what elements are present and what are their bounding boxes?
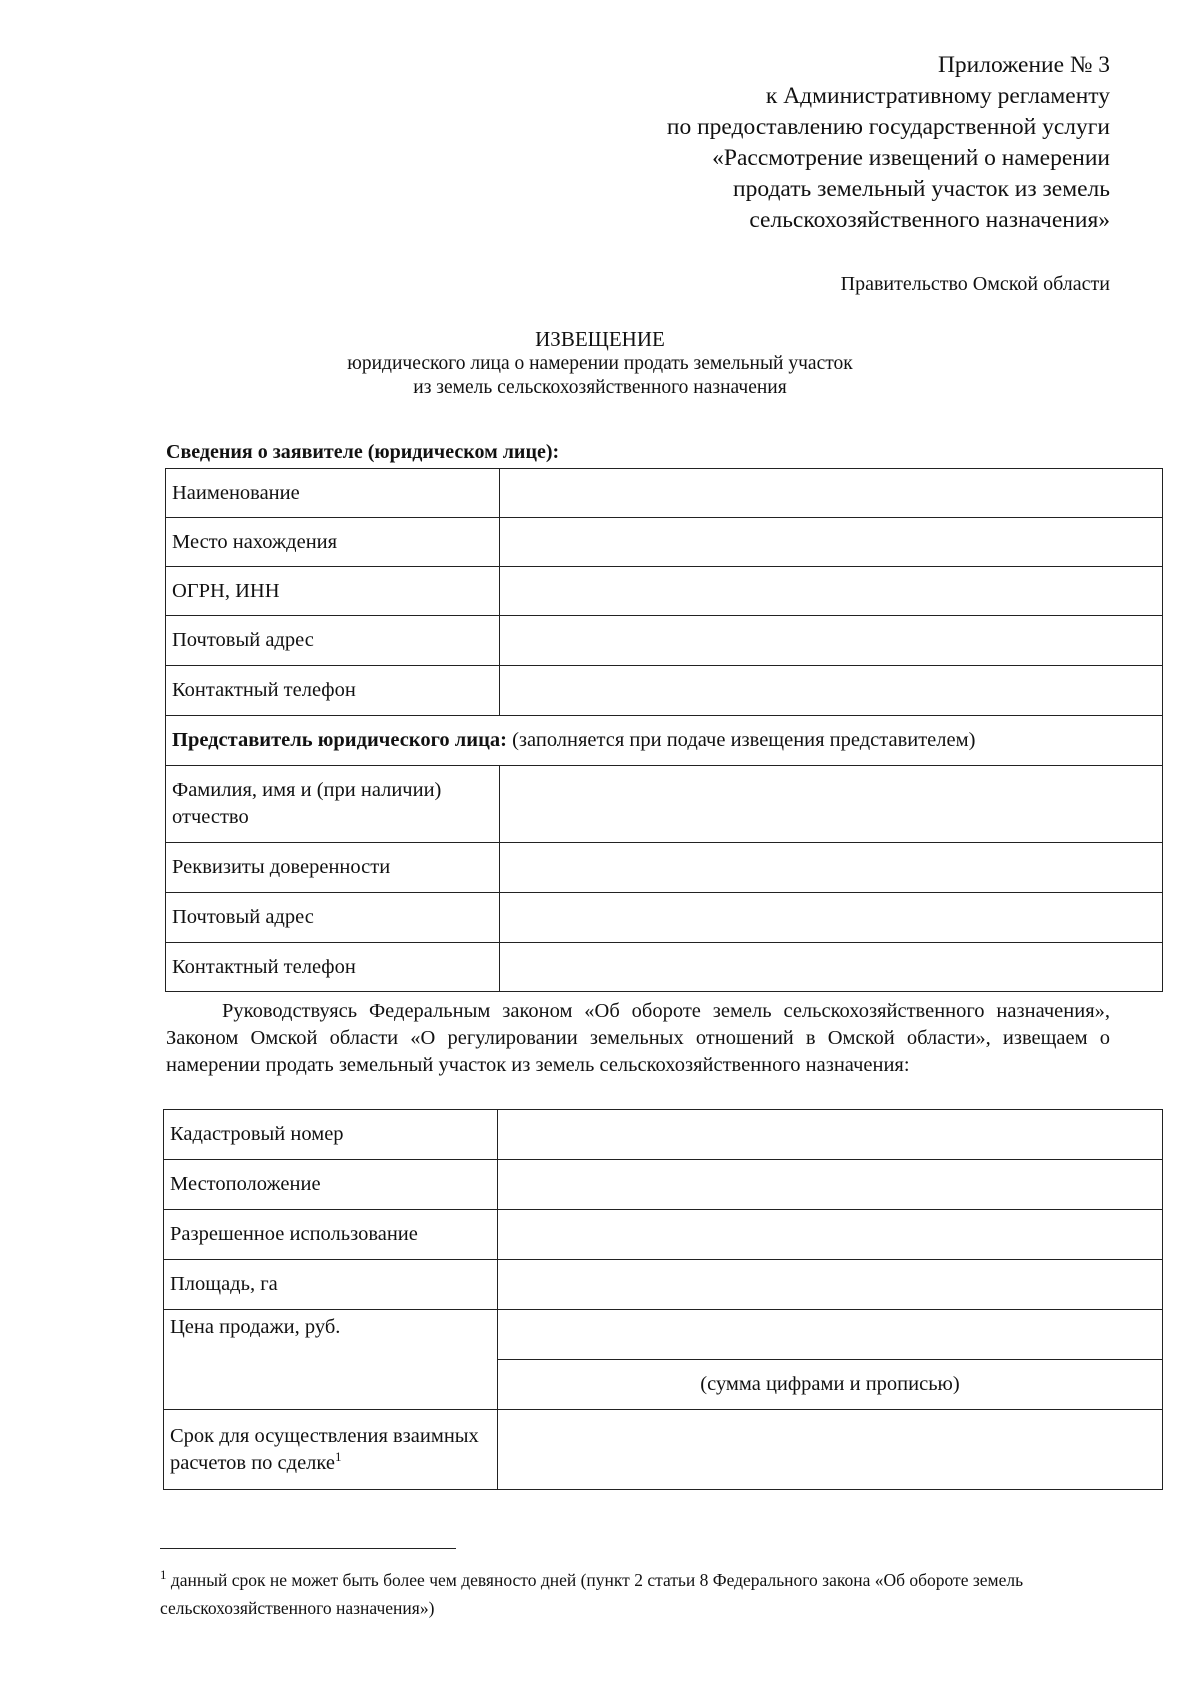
field-label: Фамилия, имя и (при наличии) отчество (166, 766, 500, 843)
title-main: ИЗВЕЩЕНИЕ (535, 327, 665, 351)
field-label: Контактный телефон (166, 943, 500, 992)
plot-location-field[interactable] (498, 1160, 1163, 1210)
sale-price-field[interactable] (498, 1310, 1163, 1360)
postal-address-field[interactable] (500, 616, 1163, 666)
title-subtitle: из земель сельскохозяйственного назначения (413, 377, 787, 398)
name-field[interactable] (500, 469, 1163, 518)
settlement-term-field[interactable] (498, 1410, 1163, 1490)
field-label: Реквизиты доверенности (166, 843, 500, 893)
term-label-cell (164, 1410, 498, 1490)
table-row (166, 766, 1163, 843)
appendix-line: к Административному регламенту (765, 83, 1110, 109)
table-row (166, 567, 1163, 616)
table-row (164, 1110, 1163, 1160)
table-row (166, 616, 1163, 666)
appendix-line: сельскохозяйственного назначения» (749, 207, 1110, 233)
footnote-marker: 1 (160, 1567, 167, 1583)
table-row (166, 666, 1163, 716)
table-row (164, 1260, 1163, 1310)
table-row (166, 843, 1163, 893)
table-row (164, 1410, 1163, 1490)
field-label: Почтовый адрес (166, 616, 500, 666)
table-row (166, 943, 1163, 992)
field-label: Кадастровый номер (164, 1110, 498, 1160)
table-row (164, 1210, 1163, 1260)
table-row (164, 1310, 1163, 1360)
table-row (164, 1160, 1163, 1210)
footnote (160, 1566, 1110, 1622)
footnote-text: данный срок не может быть более чем девяносто дней (пункт 2 статьи 8 Федерального закона «Об обороте земель сельскохозяйственного назначения») (160, 1570, 1024, 1618)
representative-name-field[interactable] (500, 766, 1163, 843)
appendix-line: Приложение № 3 (937, 52, 1110, 78)
field-label: ОГРН, ИНН (166, 567, 500, 616)
area-field[interactable] (498, 1260, 1163, 1310)
price-hint: (сумма цифрами и прописью) (498, 1360, 1163, 1410)
representative-phone-field[interactable] (500, 943, 1163, 992)
applicant-table (165, 468, 1163, 992)
table-row (166, 469, 1163, 518)
table-row (166, 518, 1163, 567)
appendix-header (550, 50, 1110, 236)
representative-section-heading (166, 716, 1163, 766)
paragraph-text: Руководствуясь Федеральным законом «Об обороте земель сельскохозяйственного назначения», Законом Омской области «О регулировании земельных отношений в Омской области», извещаем о намерении продать земельный участок из земель сельскохозяйственного назначения: (166, 1000, 1110, 1076)
land-plot-table (163, 1109, 1163, 1490)
ogrn-inn-field[interactable] (500, 567, 1163, 616)
title-subtitle: юридического лица о намерении продать земельный участок (347, 353, 853, 374)
table-row (166, 893, 1163, 943)
footnote-divider (160, 1548, 456, 1549)
field-label: Цена продажи, руб. (164, 1310, 498, 1410)
footnote-marker: 1 (334, 1448, 342, 1464)
recipient: Правительство Омской области (840, 273, 1110, 295)
representative-note: (заполняется при подаче извещения представителем) (506, 729, 976, 751)
field-label: Место нахождения (166, 518, 500, 567)
table-row (166, 716, 1163, 766)
field-label: Площадь, га (164, 1260, 498, 1310)
cadastral-number-field[interactable] (498, 1110, 1163, 1160)
field-label: Почтовый адрес (166, 893, 500, 943)
phone-field[interactable] (500, 666, 1163, 716)
power-of-attorney-field[interactable] (500, 843, 1163, 893)
location-field[interactable] (500, 518, 1163, 567)
appendix-line: по предоставлению государственной услуги (666, 114, 1110, 140)
body-paragraph (166, 998, 1110, 1079)
field-label: Разрешенное использование (164, 1210, 498, 1260)
field-label: Контактный телефон (166, 666, 500, 716)
representative-postal-address-field[interactable] (500, 893, 1163, 943)
appendix-line: продать земельный участок из земель (733, 176, 1110, 202)
applicant-section-heading: Сведения о заявителе (юридическом лице): (166, 441, 560, 463)
field-label: Наименование (166, 469, 500, 518)
field-label: Срок для осуществления взаимных расчетов по сделке (170, 1424, 479, 1474)
field-label: Местоположение (164, 1160, 498, 1210)
representative-title: Представитель юридического лица: (172, 729, 507, 751)
appendix-line: «Рассмотрение извещений о намерении (712, 145, 1110, 171)
permitted-use-field[interactable] (498, 1210, 1163, 1260)
document-title (160, 326, 1040, 400)
